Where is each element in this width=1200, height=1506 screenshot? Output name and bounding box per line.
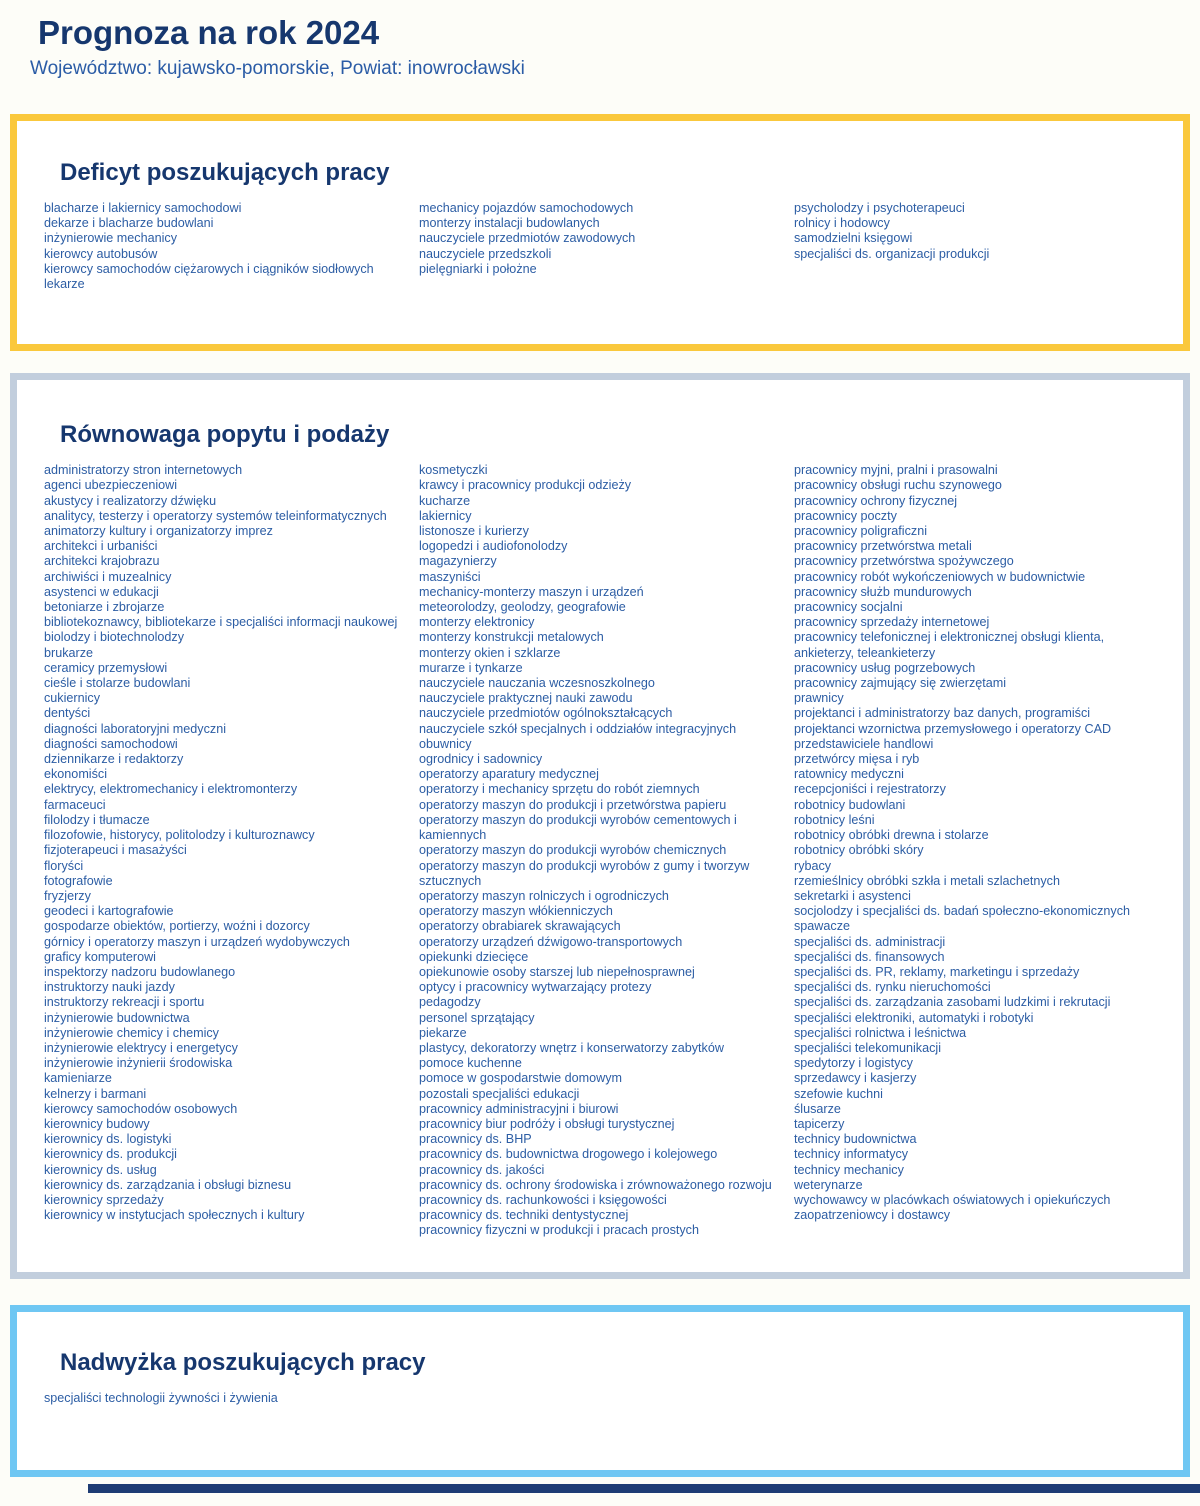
occupation-item: lekarze xyxy=(44,277,85,292)
occupation-item: kierowcy autobusów xyxy=(44,246,158,261)
occupation-item: brukarze xyxy=(44,645,93,660)
occupation-item: operatorzy aparatury medycznej xyxy=(419,767,599,782)
occupation-item: nauczyciele nauczania wczesnoszkolnego xyxy=(419,676,655,691)
occupation-item: pracownicy służb mundurowych xyxy=(794,584,972,599)
occupation-item: monterzy konstrukcji metalowych xyxy=(419,630,604,645)
occupation-item: biolodzy i biotechnolodzy xyxy=(44,630,185,645)
occupation-item: pracownicy telefonicznej i elektronicznej obsługi klienta, ankieterzy, teleankieterzy xyxy=(794,630,1105,660)
occupation-item: pracownicy ochrony fizycznej xyxy=(794,493,958,508)
occupation-item: operatorzy i mechanicy sprzętu do robót ziemnych xyxy=(419,782,700,797)
occupation-item: personel sprzątający xyxy=(419,1010,535,1025)
occupation-item: nauczyciele praktycznej nauki zawodu xyxy=(419,691,633,706)
page-subtitle: Województwo: kujawsko-pomorskie, Powiat: inowrocławski xyxy=(30,58,525,79)
deficit-section xyxy=(10,114,1190,351)
occupation-item: agenci ubezpieczeniowi xyxy=(44,478,178,493)
occupation-item: pracownicy ds. techniki dentystycznej xyxy=(419,1208,629,1223)
footer-bar xyxy=(88,1484,1200,1493)
occupation-item: betoniarze i zbrojarze xyxy=(44,600,165,615)
occupation-item: ekonomiści xyxy=(44,767,107,782)
occupation-item: mechanicy-monterzy maszyn i urządzeń xyxy=(419,584,644,599)
deficit-heading: Deficyt poszukujących pracy xyxy=(60,159,390,186)
occupation-item: operatorzy maszyn do produkcji wyrobów cementowych i kamiennych xyxy=(419,812,737,843)
occupation-item: opiekunowie osoby starszej lub niepełnosprawnej xyxy=(419,964,695,979)
occupation-item: gospodarze obiektów, portierzy, woźni i dozorcy xyxy=(44,919,310,934)
occupation-column xyxy=(44,463,406,1223)
occupation-item: projektanci wzornictwa przemysłowego i operatorzy CAD xyxy=(794,721,1112,736)
occupation-item: pomoce kuchenne xyxy=(419,1056,522,1071)
occupation-item: plastycy, dekoratorzy wnętrz i konserwatorzy zabytków xyxy=(419,1040,724,1055)
occupation-item: pracownicy ds. rachunkowości i księgowości xyxy=(419,1192,667,1207)
occupation-item: pracownicy biur podróży i obsługi turystycznej xyxy=(419,1116,675,1131)
occupation-item: robotnicy budowlani xyxy=(794,797,906,812)
occupation-item: spedytorzy i logistycy xyxy=(794,1056,913,1071)
occupation-item: pracownicy przetwórstwa spożywczego xyxy=(794,554,1014,569)
occupation-item: murarze i tynkarze xyxy=(419,660,523,675)
occupation-item: instruktorzy nauki jazdy xyxy=(44,980,175,995)
occupation-item: pracownicy obsługi ruchu szynowego xyxy=(794,478,1002,493)
occupation-item: recepcjoniści i rejestratorzy xyxy=(794,782,946,797)
occupation-item: pracownicy ds. ochrony środowiska i zrównoważonego rozwoju xyxy=(419,1177,772,1192)
occupation-item: specjaliści ds. zarządzania zasobami ludzkimi i rekrutacji xyxy=(794,995,1111,1010)
occupation-column xyxy=(794,463,1156,1223)
occupation-item: graficy komputerowi xyxy=(44,949,156,964)
occupation-item: operatorzy maszyn do produkcji i przetwórstwa papieru xyxy=(419,797,727,812)
occupation-item: operatorzy maszyn rolniczych i ogrodniczych xyxy=(419,888,669,903)
occupation-item: nauczyciele przedmiotów zawodowych xyxy=(419,231,636,246)
occupation-item: samodzielni księgowi xyxy=(794,231,913,246)
occupation-item: kierownicy ds. logistyki xyxy=(44,1132,172,1147)
occupation-item: inżynierowie chemicy i chemicy xyxy=(44,1025,219,1040)
occupation-item: cukiernicy xyxy=(44,691,100,706)
deficit-columns xyxy=(44,201,1156,292)
occupation-item: przedstawiciele handlowi xyxy=(794,736,934,751)
occupation-item: pracownicy poligraficzni xyxy=(794,524,927,539)
occupation-item: specjaliści ds. PR, reklamy, marketingu i sprzedaży xyxy=(794,964,1080,979)
occupation-item: kierownicy ds. usług xyxy=(44,1162,157,1177)
occupation-item: cieśle i stolarze budowlani xyxy=(44,676,191,691)
occupation-item: akustycy i realizatorzy dźwięku xyxy=(44,493,217,508)
occupation-item: szefowie kuchni xyxy=(794,1086,883,1101)
occupation-item: pedagodzy xyxy=(419,995,481,1010)
balance-columns xyxy=(44,463,1156,1238)
occupation-item: archiwiści i muzealnicy xyxy=(44,569,172,584)
occupation-item: rybacy xyxy=(794,858,832,873)
occupation-column xyxy=(794,201,1156,262)
occupation-item: monterzy instalacji budowlanych xyxy=(419,216,600,231)
occupation-item: pracownicy socjalni xyxy=(794,600,903,615)
page-title: Prognoza na rok 2024 xyxy=(38,14,380,51)
occupation-column xyxy=(419,201,781,277)
occupation-item: operatorzy maszyn do produkcji wyrobów chemicznych xyxy=(419,843,727,858)
occupation-item: farmaceuci xyxy=(44,797,106,812)
occupation-item: diagności samochodowi xyxy=(44,736,178,751)
occupation-item: pracownicy administracyjni i biurowi xyxy=(419,1101,619,1116)
occupation-item: operatorzy obrabiarek skrawających xyxy=(419,919,621,934)
occupation-item: socjolodzy i specjaliści ds. badań społeczno-ekonomicznych xyxy=(794,904,1131,919)
occupation-item: meteorolodzy, geolodzy, geografowie xyxy=(419,600,626,615)
occupation-column xyxy=(419,463,781,1238)
occupation-item: kierownicy ds. produkcji xyxy=(44,1147,177,1162)
occupation-item: ratownicy medyczni xyxy=(794,767,904,782)
occupation-item: monterzy okien i szklarze xyxy=(419,645,561,660)
occupation-item: kelnerzy i barmani xyxy=(44,1086,147,1101)
occupation-item: optycy i pracownicy wytwarzający protezy xyxy=(419,980,652,995)
occupation-item: asystenci w edukacji xyxy=(44,584,159,599)
occupation-item: geodeci i kartografowie xyxy=(44,904,174,919)
occupation-item: specjaliści elektroniki, automatyki i robotyki xyxy=(794,1010,1034,1025)
surplus-heading: Nadwyżka poszukujących pracy xyxy=(60,1348,426,1376)
occupation-item: kierowcy samochodów ciężarowych i ciągników siodłowych xyxy=(44,261,374,276)
occupation-item: operatorzy maszyn do produkcji wyrobów z gumy i tworzyw sztucznych xyxy=(419,858,750,888)
occupation-item: kierowcy samochodów osobowych xyxy=(44,1101,238,1116)
occupation-item: elektrycy, elektromechanicy i elektromonterzy xyxy=(44,782,298,797)
page-header xyxy=(0,0,1200,80)
occupation-item: inżynierowie budownictwa xyxy=(44,1010,190,1025)
surplus-section xyxy=(10,1305,1190,1477)
occupation-item: robotnicy obróbki skóry xyxy=(794,843,924,858)
occupation-item: floryści xyxy=(44,858,84,873)
occupation-item: sprzedawcy i kasjerzy xyxy=(794,1071,917,1086)
occupation-item: sekretarki i asystenci xyxy=(794,888,911,903)
occupation-item: kosmetyczki xyxy=(419,463,488,478)
occupation-item: przetwórcy mięsa i ryb xyxy=(794,752,920,767)
occupation-item: specjaliści ds. finansowych xyxy=(794,949,945,964)
occupation-item: psycholodzy i psychoterapeuci xyxy=(794,201,965,215)
occupation-item: kierownicy budowy xyxy=(44,1116,150,1131)
occupation-item: specjaliści rolnictwa i leśnictwa xyxy=(794,1025,967,1040)
occupation-item: technicy budownictwa xyxy=(794,1132,917,1147)
occupation-item: górnicy i operatorzy maszyn i urządzeń wydobywczych xyxy=(44,934,350,949)
occupation-item: bibliotekoznawcy, bibliotekarze i specjaliści informacji naukowej xyxy=(44,615,398,630)
occupation-item: pomoce w gospodarstwie domowym xyxy=(419,1071,622,1086)
occupation-item: pracownicy przetwórstwa metali xyxy=(794,539,972,554)
occupation-item: kierownicy ds. zarządzania i obsługi biznesu xyxy=(44,1177,292,1192)
occupation-item: fizjoterapeuci i masażyści xyxy=(44,843,187,858)
occupation-item: tapicerzy xyxy=(794,1116,845,1131)
occupation-item: pracownicy zajmujący się zwierzętami xyxy=(794,676,1007,691)
occupation-item: pracownicy ds. budownictwa drogowego i kolejowego xyxy=(419,1147,718,1162)
occupation-item: ceramicy przemysłowi xyxy=(44,660,168,675)
occupation-item: filolodzy i tłumacze xyxy=(44,812,150,827)
occupation-item: nauczyciele przedszkoli xyxy=(419,246,552,261)
occupation-item: specjaliści ds. organizacji produkcji xyxy=(794,246,990,261)
occupation-item: inspektorzy nadzoru budowlanego xyxy=(44,964,236,979)
occupation-item: kamieniarze xyxy=(44,1071,112,1086)
occupation-item: technicy informatycy xyxy=(794,1147,909,1162)
occupation-item: ogrodnicy i sadownicy xyxy=(419,752,543,767)
occupation-item: fryzjerzy xyxy=(44,888,91,903)
occupation-item: zaopatrzeniowcy i dostawcy xyxy=(794,1208,951,1223)
occupation-column xyxy=(44,1391,406,1406)
occupation-column xyxy=(44,201,406,292)
occupation-item: robotnicy leśni xyxy=(794,812,875,827)
occupation-item: specjaliści technologii żywności i żywienia xyxy=(44,1390,278,1405)
occupation-item: kucharze xyxy=(419,493,471,508)
occupation-item: magazynierzy xyxy=(419,554,497,569)
occupation-item: fotografowie xyxy=(44,873,113,888)
occupation-item: prawnicy xyxy=(794,691,844,706)
occupation-item: operatorzy maszyn włókienniczych xyxy=(419,904,613,919)
surplus-columns xyxy=(44,1391,1156,1406)
occupation-item: inżynierowie mechanicy xyxy=(44,231,177,246)
occupation-item: specjaliści telekomunikacji xyxy=(794,1040,941,1055)
occupation-item: robotnicy obróbki drewna i stolarze xyxy=(794,828,989,843)
occupation-item: specjaliści ds. administracji xyxy=(794,934,946,949)
occupation-item: spawacze xyxy=(794,919,851,934)
occupation-item: opiekunki dziecięce xyxy=(419,949,529,964)
occupation-item: pracownicy robót wykończeniowych w budownictwie xyxy=(794,569,1086,584)
occupation-item: pracownicy sprzedaży internetowej xyxy=(794,615,990,630)
occupation-item: pracownicy usług pogrzebowych xyxy=(794,660,976,675)
occupation-item: mechanicy pojazdów samochodowych xyxy=(419,201,634,215)
occupation-item: listonosze i kurierzy xyxy=(419,524,529,539)
occupation-item: dentyści xyxy=(44,706,91,721)
occupation-item: krawcy i pracownicy produkcji odzieży xyxy=(419,478,632,493)
occupation-item: rzemieślnicy obróbki szkła i metali szlachetnych xyxy=(794,873,1060,888)
occupation-item: kierownicy sprzedaży xyxy=(44,1192,164,1207)
occupation-item: pracownicy poczty xyxy=(794,508,897,523)
occupation-item: nauczyciele przedmiotów ogólnokształcących xyxy=(419,706,673,721)
occupation-item: technicy mechanicy xyxy=(794,1162,904,1177)
occupation-item: nauczyciele szkół specjalnych i oddziałów integracyjnych xyxy=(419,721,737,736)
occupation-item: filozofowie, historycy, politolodzy i kulturoznawcy xyxy=(44,828,315,843)
occupation-item: pozostali specjaliści edukacji xyxy=(419,1086,580,1101)
balance-heading: Równowaga popytu i podaży xyxy=(60,421,390,449)
occupation-item: logopedzi i audiofonolodzy xyxy=(419,539,568,554)
occupation-item: pracownicy fizyczni w produkcji i pracach prostych xyxy=(419,1223,699,1238)
occupation-item: pielęgniarki i położne xyxy=(419,261,537,276)
occupation-item: projektanci i administratorzy baz danych, programiści xyxy=(794,706,1091,721)
occupation-item: pracownicy myjni, pralni i prasowalni xyxy=(794,463,998,478)
occupation-item: monterzy elektronicy xyxy=(419,615,535,630)
occupation-item: weterynarze xyxy=(794,1177,863,1192)
occupation-item: blacharze i lakiernicy samochodowi xyxy=(44,201,242,215)
occupation-item: administratorzy stron internetowych xyxy=(44,463,243,478)
occupation-item: pracownicy ds. jakości xyxy=(419,1162,545,1177)
occupation-item: architekci krajobrazu xyxy=(44,554,160,569)
occupation-item: kierownicy w instytucjach społecznych i kultury xyxy=(44,1208,305,1223)
occupation-item: diagności laboratoryjni medyczni xyxy=(44,721,227,736)
occupation-item: wychowawcy w placówkach oświatowych i opiekuńczych xyxy=(794,1192,1111,1207)
occupation-item: specjaliści ds. rynku nieruchomości xyxy=(794,980,991,995)
balance-section xyxy=(10,373,1190,1278)
occupation-item: analitycy, testerzy i operatorzy systemów teleinformatycznych xyxy=(44,508,387,523)
occupation-item: dziennikarze i redaktorzy xyxy=(44,752,184,767)
occupation-item: maszyniści xyxy=(419,569,481,584)
occupation-item: instruktorzy rekreacji i sportu xyxy=(44,995,205,1010)
occupation-item: ślusarze xyxy=(794,1101,841,1116)
occupation-item: rolnicy i hodowcy xyxy=(794,216,890,231)
occupation-item: obuwnicy xyxy=(419,736,472,751)
occupation-item: piekarze xyxy=(419,1025,467,1040)
occupation-item: architekci i urbaniści xyxy=(44,539,158,554)
occupation-item: lakiernicy xyxy=(419,508,472,523)
occupation-item: pracownicy ds. BHP xyxy=(419,1132,532,1147)
occupation-item: dekarze i blacharze budowlani xyxy=(44,216,214,231)
occupation-item: operatorzy urządzeń dźwigowo-transportowych xyxy=(419,934,683,949)
occupation-item: inżynierowie elektrycy i energetycy xyxy=(44,1040,238,1055)
occupation-item: animatorzy kultury i organizatorzy imprez xyxy=(44,524,273,539)
occupation-item: inżynierowie inżynierii środowiska xyxy=(44,1056,233,1071)
